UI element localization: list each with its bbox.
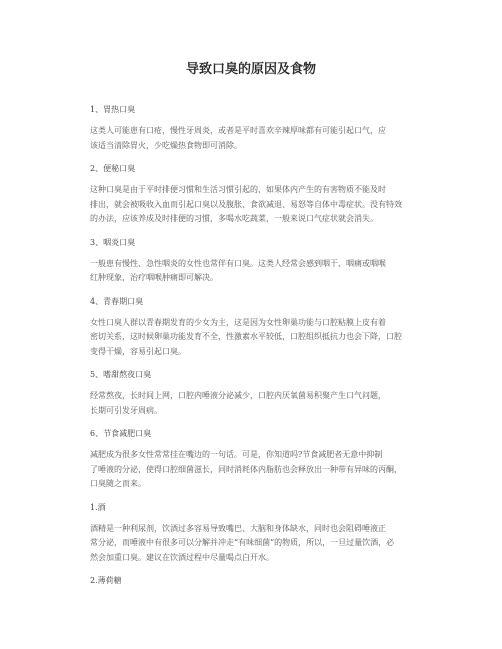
section-paragraph — [90, 257, 412, 286]
paragraph-line: 红肿现象，治疗咽喉肿痛即可解决。 — [90, 273, 218, 282]
paragraph-line: 长期可引发牙周病。 — [90, 405, 162, 415]
document-title: 导致口臭的原因及食物 — [185, 62, 316, 77]
paragraph-line: 然会加重口臭。建议在饮酒过程中尽量喝点白开水。 — [90, 552, 274, 562]
section-paragraph — [90, 522, 412, 566]
paragraph-line: 经常熬夜，长时间上网，口腔内唾液分泌减少，口腔内厌氧菌易积聚产生口气问题， — [90, 391, 386, 400]
paragraph-line: 该适当清除胃火，少吃燥热食物即可消除。 — [90, 140, 242, 150]
section-heading: 1.酒 — [90, 502, 106, 512]
section-paragraph — [90, 448, 412, 492]
paragraph-line: 这类人可能患有口疮，慢性牙周炎，或者是平时喜欢辛辣厚味都有可能引起口气，应 — [90, 126, 386, 135]
paragraph-line: 一般患有慢性、急性咽炎的女性也常伴有口臭。这类人经常会感到咽干、咽痛或咽喉 — [90, 258, 386, 268]
paragraph-line: 变得干燥，容易引起口臭。 — [90, 346, 186, 356]
paragraph-line: 口臭随之而来。 — [90, 479, 146, 488]
section-heading: 1、胃热口臭 — [90, 105, 136, 114]
paragraph-line: 这种口臭是由于平时排便习惯和生活习惯引起的，如果体内产生的有害物质不能及时 — [90, 185, 386, 194]
paragraph-line: 了唾液的分泌，使得口腔细菌滋长，同时消耗体内脂肪也会释放出一种带有异味的丙酮， — [90, 464, 402, 474]
section-heading: 2、便秘口臭 — [90, 164, 136, 173]
section-paragraph — [90, 316, 412, 360]
paragraph-line: 的办法，应该养成及时排便的习惯，多喝水吃蔬菜，一般来说口气症状就会消失。 — [90, 214, 378, 223]
paragraph-line: 密切关系，这时候卵巢功能发育不全，性激素水平较低，口腔组织抵抗力也会下降，口腔 — [90, 332, 402, 341]
section-heading: 2.薄荷糖 — [90, 576, 122, 585]
paragraph-line: 酒精是一种利尿剂，饮酒过多容易导致嘴巴、大脑和身体缺水，同时也会阻碍唾液正 — [90, 523, 386, 533]
section-heading: 6、节食减肥口臭 — [90, 429, 152, 438]
section-heading: 5、嗜甜熬夜口臭 — [90, 370, 152, 379]
document-body — [90, 104, 412, 586]
section-paragraph — [90, 124, 412, 153]
paragraph-line: 常分泌，而唾液中有很多可以分解并冲走“有味细菌”的物质，所以，一旦过量饮酒，必 — [90, 538, 395, 547]
paragraph-line: 减肥成为很多女性常常挂在嘴边的一句话。可是，你知道吗?节食减肥者无意中抑制 — [90, 450, 383, 459]
section-heading: 3、咽炎口臭 — [90, 237, 136, 247]
section-heading: 4、青春期口臭 — [90, 296, 144, 306]
section-paragraph — [90, 389, 412, 418]
paragraph-line: 排出，就会被吸收入血而引起口臭以及腹胀、食欲减退、易怒等自体中毒症状。没有特效 — [90, 199, 402, 209]
paragraph-line: 女性口臭人群以青春期发育的少女为主，这是因为女性卵巢功能与口腔粘膜上皮有着 — [90, 317, 386, 327]
section-paragraph — [90, 183, 412, 227]
